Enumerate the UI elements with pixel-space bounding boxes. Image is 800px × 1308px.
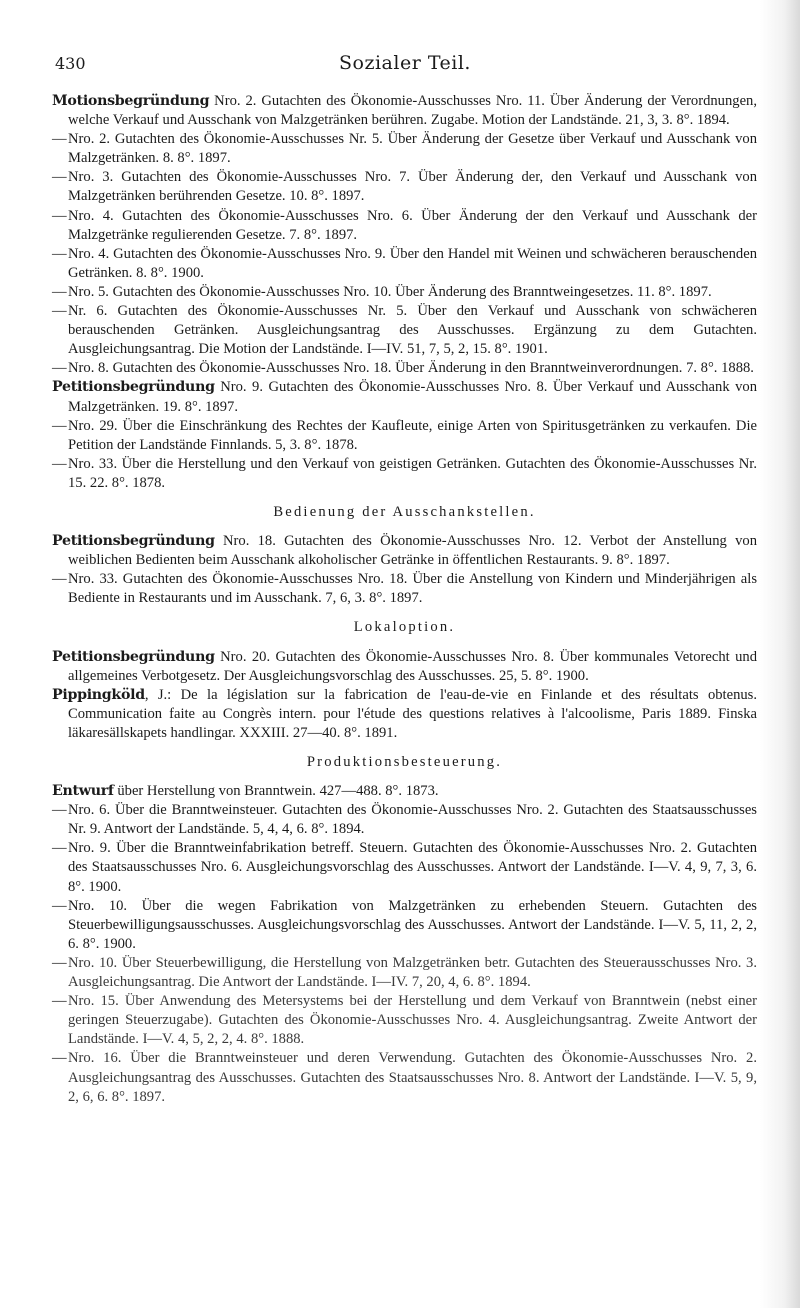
- entry-dash: —: [52, 840, 67, 857]
- bibliography-subentry: [52, 130, 757, 168]
- entry-text: Nro. 8. Gutachten des Ökonomie-Ausschusses Nro. 18. Über Änderung in den Branntweinverordnungen. 7. 8°. 1888.: [68, 360, 754, 377]
- entry-keyword: Pippingköld: [52, 686, 145, 703]
- bibliography-subentry: [52, 954, 757, 992]
- entry-text: Nro. 15. Über Anwendung des Metersystems bei der Herstellung und dem Verkauf von Branntwein (nebst einer geringen Steuerzugabe). Gutachten des Ökonomie-Ausschusses Nro. 4. Ausgleichungsantrag. Zweite Antwort der Landstände. I—V. 4, 5, 2, 2, 4. 8°. 1888.: [68, 993, 757, 1048]
- bibliography-entry: [52, 92, 757, 130]
- entry-dash: —: [52, 802, 67, 819]
- entry-text: Nro. 10. Über Steuerbewilligung, die Herstellung von Malzgetränken betr. Gutachten des Steuerausschusses Nro. 3. Ausgleichungsantrag. Die Antwort der Landstände. I—IV. 7, 20, 4, 6. 8°. 1894.: [68, 954, 757, 991]
- bibliography-subentry: [52, 897, 757, 954]
- entry-text: Nro. 18. Gutachten des Ökonomie-Ausschusses Nro. 12. Verbot der Anstellung von weiblichen Bedienten beim Ausschank alkoholischer Getränke in öffentlichen Restaurants. 9. 8°. 1897.: [68, 533, 757, 569]
- bibliography-subentry: [52, 302, 757, 359]
- entry-dash: —: [52, 245, 67, 262]
- entry-dash: —: [52, 169, 67, 186]
- entry-dash: —: [52, 131, 67, 148]
- entry-dash: —: [52, 954, 67, 971]
- entry-dash: —: [52, 455, 67, 472]
- page-header: [55, 50, 755, 82]
- entry-dash: —: [52, 571, 67, 588]
- bibliography-subentry: [52, 801, 757, 839]
- entry-text: Nro. 33. Über die Herstellung und den Verkauf von geistigen Getränken. Gutachten des Ökonomie-Ausschusses Nr. 15. 22. 8°. 1878.: [68, 455, 757, 491]
- section-heading: Lokaloption.: [353, 619, 456, 636]
- entry-dash: —: [52, 1050, 67, 1067]
- entry-dash: —: [52, 360, 67, 377]
- entry-keyword: Petitionsbegründung: [52, 533, 215, 550]
- entry-keyword: Petitionsbegründung: [52, 379, 215, 396]
- entry-text: Nro. 2. Gutachten des Ökonomie-Ausschusses Nr. 5. Über Änderung der Gesetze über Verkauf und Ausschank von Malzgetränken. 8. 8°. 1897.: [68, 131, 757, 167]
- bibliography-subentry: [52, 359, 757, 378]
- entry-dash: —: [52, 897, 67, 914]
- entry-text: , J.: De la législation sur la fabrication de l'eau-de-vie en Finlande et des résultats obtenus. Communication faite au Congrès intern. pour l'étude des questions relatives à l'alcoolisme, Paris 1889. Finska läkaresällskapets handlingar. XXXIII. 27—40. 8°. 1891.: [68, 686, 757, 741]
- bibliography-subentry: [52, 455, 757, 493]
- bibliography-subentry: [52, 570, 757, 608]
- entry-text: Nro. 4. Gutachten des Ökonomie-Ausschusses Nro. 6. Über Änderung der den Verkauf und Ausschank der Malzgetränke regulierenden Gesetze. 7. 8°. 1897.: [68, 207, 757, 243]
- entry-keyword: Entwurf: [52, 783, 114, 800]
- bibliography-subentry: [52, 283, 757, 302]
- entry-text: Nro. 10. Über die wegen Fabrikation von Malzgetränken zu erhebenden Steuern. Gutachten des Steuerbewilligungsausschusses. Ausgleichungsvorschlag des Ausschusses. Antwort der Landstände. I—V. 5, 11, 2, 2, 6. 8°. 1900.: [68, 897, 757, 952]
- bibliography-entry: [52, 686, 757, 743]
- entry-text: Nr. 6. Gutachten des Ökonomie-Ausschusses Nr. 5. Über den Verkauf und Ausschank von schwächeren berauschenden Getränken. Ausgleichungsantrag des Ausschusses. Ergänzung zu dem Gutachten. Ausgleichungsantrag. Die Motion der Landstände. I—IV. 51, 7, 5, 2, 15. 8°. 1901.: [68, 303, 757, 358]
- bibliography-subentry: [52, 168, 757, 206]
- bibliography-subentry: [52, 417, 757, 455]
- entry-text: Nro. 6. Über die Branntweinsteuer. Gutachten des Ökonomie-Ausschusses Nro. 2. Gutachten des Staatsausschusses Nr. 9. Antwort der Landstände. 5, 4, 4, 6. 8°. 1894.: [68, 802, 757, 838]
- bibliography-entry: [52, 378, 757, 416]
- entry-text: über Herstellung von Branntwein. 427—488. 8°. 1873.: [113, 783, 439, 800]
- section-heading: Bedienung der Ausschankstellen.: [273, 503, 536, 520]
- bibliography-subentry: [52, 1049, 757, 1106]
- bibliography-subentry: [52, 992, 757, 1049]
- entry-dash: —: [52, 417, 67, 434]
- bibliography-body: [52, 92, 757, 1107]
- entry-text: Nro. 9. Gutachten des Ökonomie-Ausschusses Nro. 8. Über Verkauf und Ausschank von Malzgetränken. 19. 8°. 1897.: [68, 379, 757, 415]
- entry-text: Nro. 20. Gutachten des Ökonomie-Ausschusses Nro. 8. Über kommunales Vetorecht und allgemeines Verbotgesetz. Der Ausgleichungsvorschlag des Ausschusses. 25, 5. 8°. 1900.: [68, 648, 757, 684]
- entry-text: Nro. 9. Über die Branntweinfabrikation betreff. Steuern. Gutachten des Ökonomie-Ausschusses Nro. 2. Gutachten des Staatsausschusses Nro. 6. Ausgleichungsvorschlag des Ausschusses. Antwort der Landstände. I—V. 4, 9, 7, 3, 6. 8°. 1900.: [68, 840, 757, 895]
- entry-keyword: Petitionsbegründung: [52, 648, 215, 665]
- bibliography-subentry: [52, 839, 757, 896]
- entry-text: Nro. 29. Über die Einschränkung des Rechtes der Kaufleute, einige Arten von Spiritusgetränken zu verkaufen. Die Petition der Landstände Finnlands. 5, 3. 8°. 1878.: [68, 417, 757, 453]
- bibliography-entry: [52, 532, 757, 570]
- section-heading: Produktionsbesteuerung.: [306, 754, 503, 770]
- page-number: 430: [55, 54, 86, 73]
- bibliography-subentry: [52, 245, 757, 283]
- entry-dash: —: [52, 303, 67, 320]
- entry-dash: —: [52, 993, 67, 1010]
- entry-text: Nro. 16. Über die Branntweinsteuer und deren Verwendung. Gutachten des Ökonomie-Ausschusses Nro. 2. Ausgleichungsantrag des Ausschusses. Gutachten des Staatsausschusses Nro. 8. Antwort der Landstände. I—V. 5, 9, 2, 6, 6. 8°. 1897.: [68, 1050, 757, 1105]
- entry-text: Nro. 2. Gutachten des Ökonomie-Ausschusses Nro. 11. Über Änderung der Verordnungen, welche Verkauf und Ausschank von Malzgetränken berühren. Zugabe. Motion der Landstände. 21, 3, 3. 8°. 1894.: [68, 93, 757, 129]
- entry-dash: —: [52, 207, 67, 224]
- entry-text: Nro. 3. Gutachten des Ökonomie-Ausschusses Nro. 7. Über Änderung der, den Verkauf und Ausschank von Malzgetränken berührenden Gesetze. 10. 8°. 1897.: [68, 169, 757, 205]
- bibliography-entry: [52, 782, 757, 801]
- bibliography-entry: [52, 648, 757, 686]
- entry-text: Nro. 4. Gutachten des Ökonomie-Ausschusses Nro. 9. Über den Handel mit Weinen und schwächeren berauschenden Getränken. 8. 8°. 1900.: [68, 245, 757, 281]
- entry-dash: —: [52, 283, 67, 300]
- entry-keyword: Motionsbegründung: [52, 93, 210, 109]
- entry-text: Nro. 33. Gutachten des Ökonomie-Ausschusses Nro. 18. Über die Anstellung von Kindern und Minderjährigen als Bediente in Restaurants und im Ausschank. 7, 6, 3. 8°. 1897.: [68, 571, 757, 607]
- bibliography-subentry: [52, 207, 757, 245]
- entry-text: Nro. 5. Gutachten des Ökonomie-Ausschusses Nro. 10. Über Änderung des Branntweingesetzes. 11. 8°. 1897.: [68, 283, 712, 300]
- running-title: Sozialer Teil.: [339, 52, 471, 74]
